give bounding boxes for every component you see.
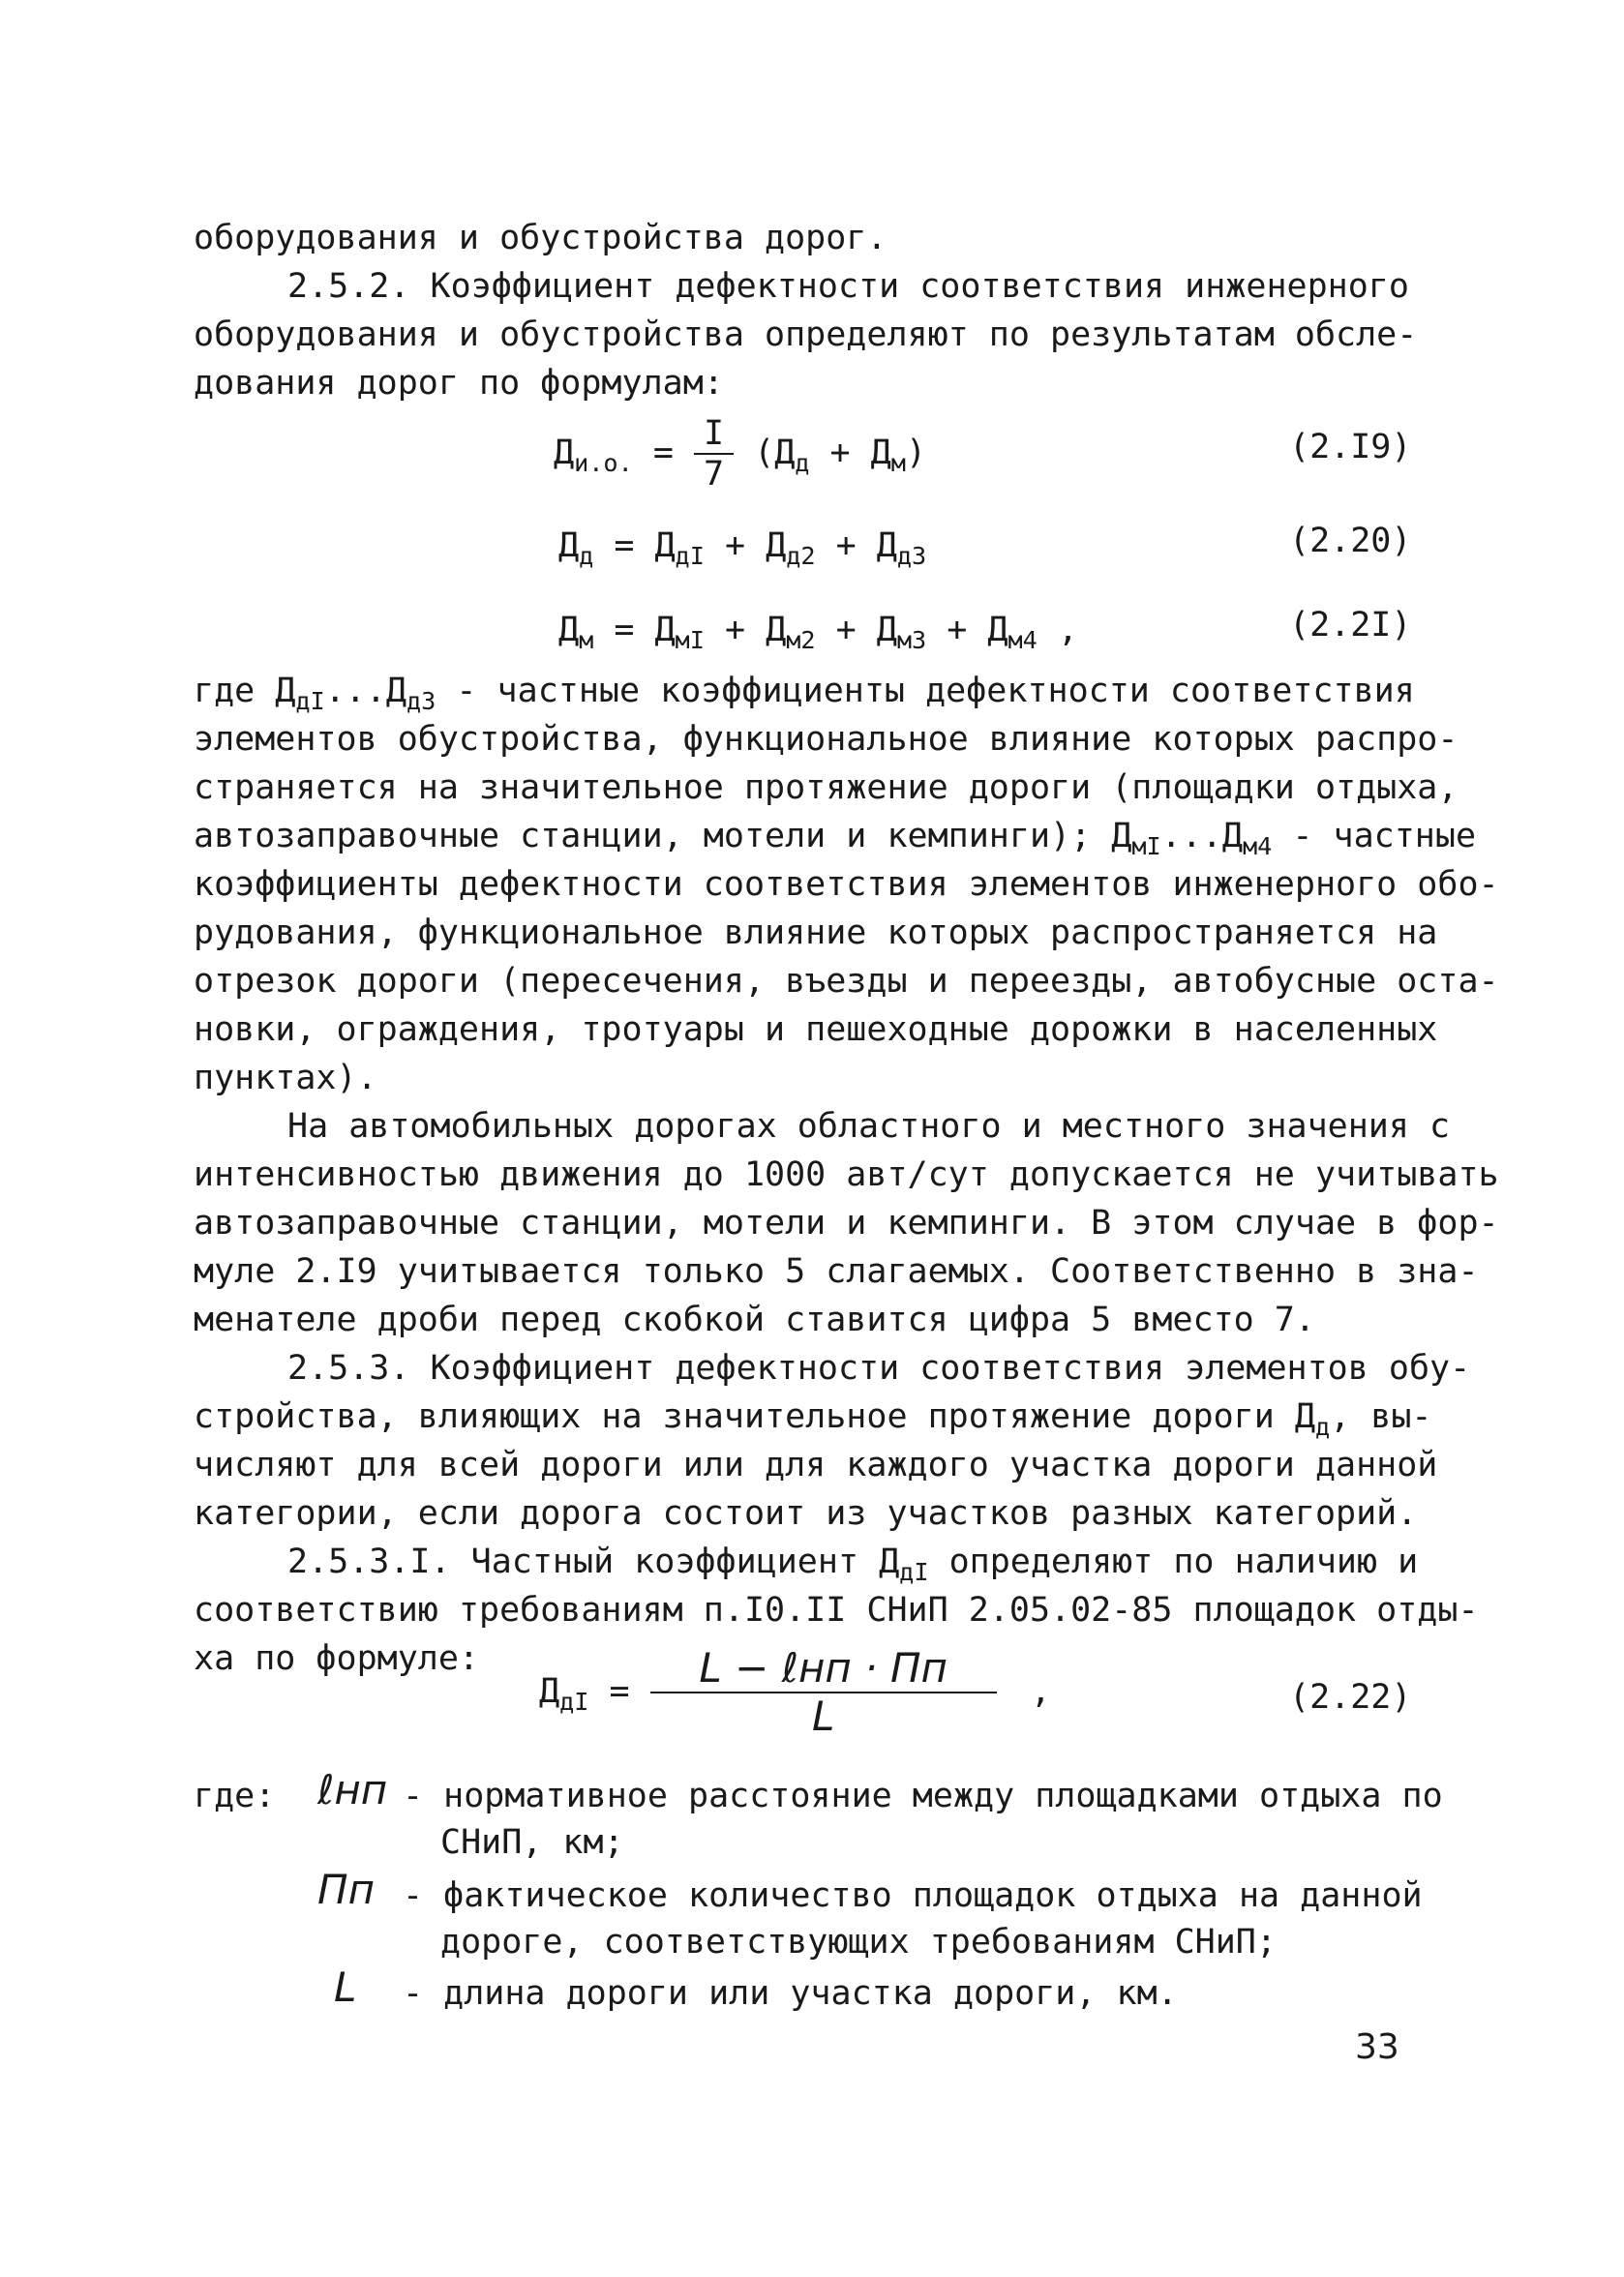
sec-2-5-3-1-line-2: соответствию требованиям п.I0.II СНиП 2.05.02-85 площадок отды- <box>194 1591 1479 1630</box>
where1-line-3: страняется на значительное протяжение дороги (площадки отдыха, <box>194 768 1459 807</box>
def-p-p-line-1: - фактическое количество площадок отдыха на данной <box>403 1876 1423 1915</box>
formula-2-21: $Д_м = Д_{мI} + Д_{м2} + Д_{м3} + Д_{м4}$ , <box>558 611 1078 655</box>
where1-line-6: рудования, функциональное влияние которых распространяется на <box>194 914 1438 952</box>
sec-2-5-2-line-2: оборудования и обустройства определяют по результатам обсле- <box>194 315 1418 354</box>
fraction-1-7: $\frac{I}{7}$ <box>694 414 734 494</box>
roads-line-1: На автомобильных дорогах областного и местного значения с <box>287 1107 1451 1146</box>
where1-line-1: где $Д_{дI}...Д_{д3}$ - частные коэффициенты дефектности соответствия <box>194 672 1415 716</box>
sec-2-5-3-1-line-1: 2.5.3.I. Частный коэффициент $Д_{дI}$ определяют по наличию и <box>287 1543 1419 1587</box>
equation-number-2-22: (2.22) <box>1289 1678 1412 1717</box>
formula-2-22: $Д_{дI}$ = $\frac{\text{L − ℓнп · Пп}}{L}$ , <box>539 1644 1051 1740</box>
sec-2-5-3-1-line-3: ха по формуле: <box>194 1639 480 1678</box>
symbol-l: L <box>334 1963 357 2011</box>
where1-line-9: пунктах). <box>194 1059 377 1097</box>
intro-line: оборудования и обустройства дорог. <box>194 219 887 257</box>
def-l-np-line-2: СНиП, км; <box>440 1823 624 1862</box>
sec-2-5-3-line-3: числяют для всей дороги или для каждого участка дороги данной <box>194 1446 1438 1484</box>
equation-number-2-20: (2.20) <box>1289 522 1412 560</box>
def-p-p-line-2: дороге, соответствующих требованиям СНиП; <box>440 1923 1277 1962</box>
fraction-2-22: $\frac{\text{L − ℓнп · Пп}}{L}$ <box>650 1645 997 1740</box>
where1-line-5: коэффициенты дефектности соответствия элементов инженерного обо- <box>194 865 1499 904</box>
sec-2-5-2-line-3: дования дорог по формулам: <box>194 364 724 403</box>
sec-2-5-2-line-1: 2.5.2. Коэффициент дефектности соответствия инженерного <box>287 267 1409 306</box>
symbol-p-p: Пп <box>317 1866 376 1913</box>
where1-line-7: отрезок дороги (пересечения, въезды и переезды, автобусные оста- <box>194 962 1499 1001</box>
def-l-line-1: - длина дороги или участка дороги, км. <box>403 1974 1178 2013</box>
def-l-np-line-1: - нормативное расстояние между площадками отдыха по <box>403 1777 1443 1815</box>
roads-line-5: менателе дроби перед скобкой ставится цифра 5 вместо 7. <box>194 1301 1315 1339</box>
sec-2-5-3-line-4: категории, если дорога состоит из участков разных категорий. <box>194 1494 1418 1533</box>
sec-2-5-3-line-2: стройства, влияющих на значительное протяжение дороги $Д_д$, вы- <box>194 1397 1432 1442</box>
roads-line-4: муле 2.I9 учитывается только 5 слагаемых. Соответственно в зна- <box>194 1252 1479 1291</box>
where2-label: где: <box>194 1777 276 1815</box>
where1-line-2: элементов обустройства, функциональное влияние которых распро- <box>194 720 1459 759</box>
roads-line-3: автозаправочные станции, мотели и кемпинги. В этом случае в фор- <box>194 1204 1499 1243</box>
roads-line-2: интенсивностью движения до 1000 авт/сут допускается не учитывать <box>194 1155 1499 1194</box>
formula-2-20: $Д_д = Д_{дI} + Д_{д2} + Д_{д3}$ <box>558 526 927 571</box>
formula-2-19: $Д_{и.о.}$ = $\frac{I}{7}$ $(Д_д + Д_м)$ <box>554 414 927 494</box>
equation-number-2-21: (2.2I) <box>1289 606 1412 644</box>
where1-line-8: новки, ограждения, тротуары и пешеходные дорожки в населенных <box>194 1010 1438 1049</box>
page-number: 33 <box>1355 2027 1399 2067</box>
where1-line-4: автозаправочные станции, мотели и кемпинги); $Д_{мI}...Д_{м4}$ - частные <box>194 817 1477 861</box>
sec-2-5-3-line-1: 2.5.3. Коэффициент дефектности соответствия элементов обу- <box>287 1349 1471 1388</box>
equation-number-2-19: (2.I9) <box>1289 428 1412 466</box>
symbol-l-np: ℓнп <box>317 1766 388 1813</box>
